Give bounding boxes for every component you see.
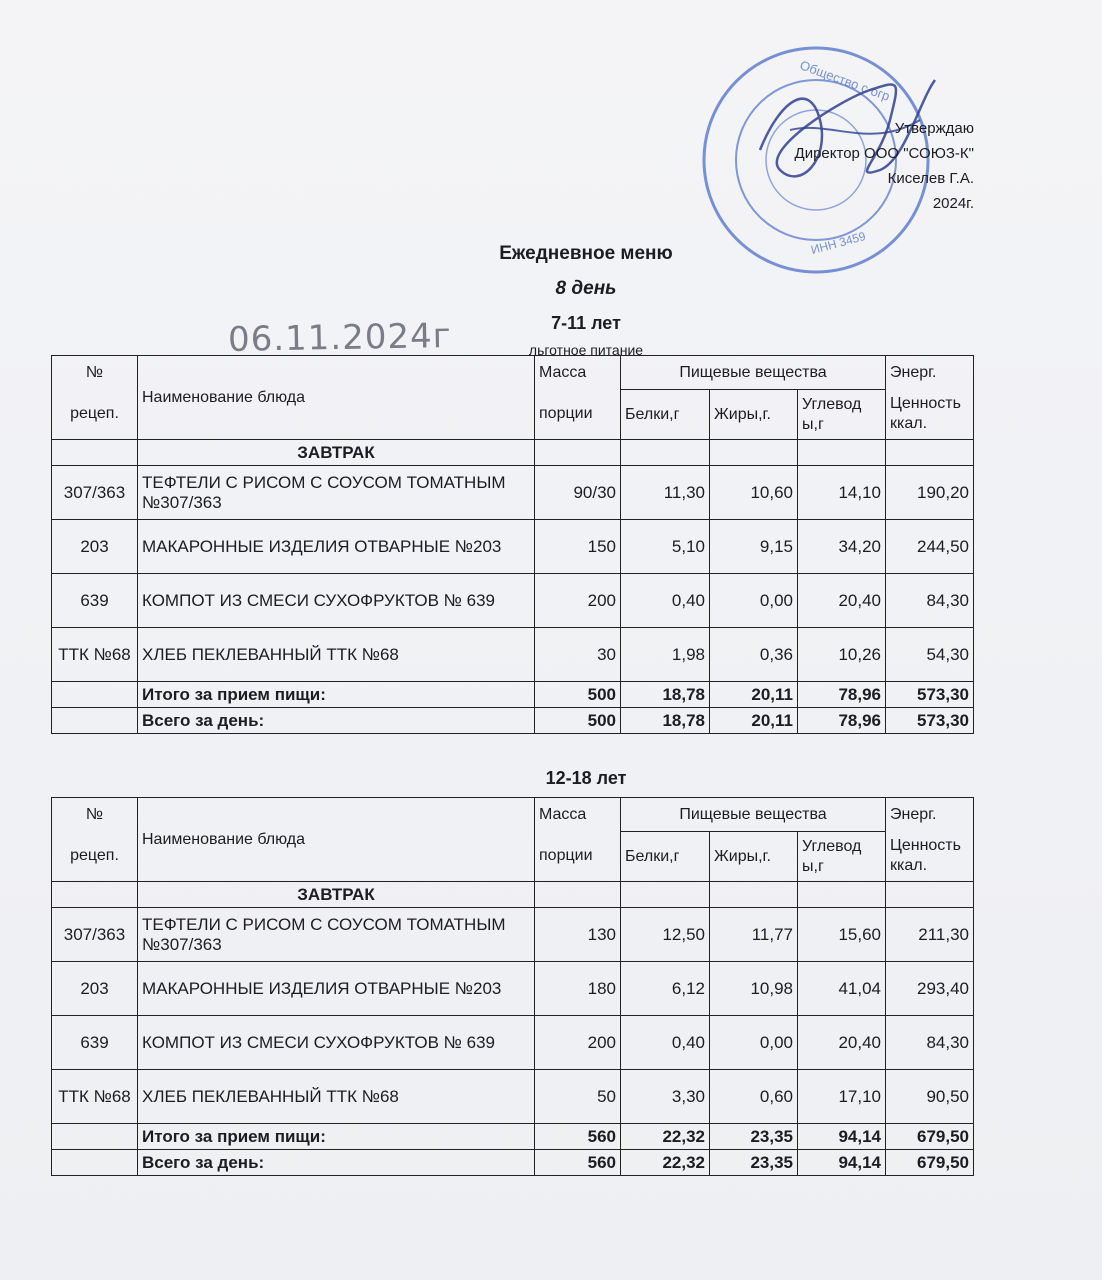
row-protein: 5,10 bbox=[621, 520, 710, 574]
day-total-row bbox=[52, 708, 974, 734]
row-carbs: 20,40 bbox=[798, 1016, 886, 1070]
row-code: 639 bbox=[52, 1016, 138, 1070]
row-name: МАКАРОННЫЕ ИЗДЕЛИЯ ОТВАРНЫЕ №203 bbox=[138, 520, 535, 574]
meal-total-energy: 679,50 bbox=[886, 1124, 974, 1150]
day-total-carbs: 94,14 bbox=[798, 1150, 886, 1176]
table-row bbox=[52, 1016, 974, 1070]
row-carbs: 10,26 bbox=[798, 628, 886, 682]
row-code: ТТК №68 bbox=[52, 1070, 138, 1124]
row-protein: 6,12 bbox=[621, 962, 710, 1016]
row-mass: 130 bbox=[535, 908, 621, 962]
row-mass: 200 bbox=[535, 574, 621, 628]
row-name: ТЕФТЕЛИ С РИСОМ С СОУСОМ ТОМАТНЫМ №307/363 bbox=[138, 908, 535, 962]
header-protein: Белки,г bbox=[621, 390, 710, 440]
header-carbs: Углевод ы,г bbox=[798, 832, 886, 882]
row-mass: 90/30 bbox=[535, 466, 621, 520]
row-code: 203 bbox=[52, 962, 138, 1016]
header-no: № bbox=[52, 356, 138, 390]
approval-block bbox=[795, 116, 974, 216]
meal-total-fat: 23,35 bbox=[710, 1124, 798, 1150]
meal-total-carbs: 94,14 bbox=[798, 1124, 886, 1150]
header-recipe: рецеп. bbox=[52, 390, 138, 440]
table-row bbox=[52, 574, 974, 628]
table-row bbox=[52, 1070, 974, 1124]
header-nutrients: Пищевые вещества bbox=[621, 356, 886, 390]
row-fat: 11,77 bbox=[710, 908, 798, 962]
day-total-protein: 18,78 bbox=[621, 708, 710, 734]
row-name: ХЛЕБ ПЕКЛЕВАННЫЙ ТТК №68 bbox=[138, 628, 535, 682]
table-row bbox=[52, 628, 974, 682]
row-energy: 293,40 bbox=[886, 962, 974, 1016]
row-carbs: 41,04 bbox=[798, 962, 886, 1016]
meal-title: ЗАВТРАК bbox=[138, 440, 535, 466]
meal-total-protein: 22,32 bbox=[621, 1124, 710, 1150]
meal-total-row bbox=[52, 1124, 974, 1150]
meal-total-row bbox=[52, 682, 974, 708]
row-protein: 11,30 bbox=[621, 466, 710, 520]
day-label: 8 день bbox=[555, 278, 617, 299]
day-total-protein: 22,32 bbox=[621, 1150, 710, 1176]
header-name: Наименование блюда bbox=[138, 798, 535, 882]
row-name: КОМПОТ ИЗ СМЕСИ СУХОФРУКТОВ № 639 bbox=[138, 1016, 535, 1070]
menu-table-1 bbox=[51, 355, 974, 734]
day-total-carbs: 78,96 bbox=[798, 708, 886, 734]
row-mass: 150 bbox=[535, 520, 621, 574]
svg-text:ИНН 3459: ИНН 3459 bbox=[809, 229, 868, 258]
table-row bbox=[52, 908, 974, 962]
row-protein: 0,40 bbox=[621, 1016, 710, 1070]
row-code: 203 bbox=[52, 520, 138, 574]
header-protein: Белки,г bbox=[621, 832, 710, 882]
age-group-2: 12-18 лет bbox=[545, 768, 627, 788]
header-no: № bbox=[52, 798, 138, 832]
row-code: 639 bbox=[52, 574, 138, 628]
row-energy: 84,30 bbox=[886, 1016, 974, 1070]
header-name: Наименование блюда bbox=[138, 356, 535, 440]
meal-total-label: Итого за прием пищи: bbox=[138, 682, 535, 708]
header-fat: Жиры,г. bbox=[710, 832, 798, 882]
table-row bbox=[52, 466, 974, 520]
row-name: МАКАРОННЫЕ ИЗДЕЛИЯ ОТВАРНЫЕ №203 bbox=[138, 962, 535, 1016]
day-total-label: Всего за день: bbox=[138, 1150, 535, 1176]
day-total-energy: 679,50 bbox=[886, 1150, 974, 1176]
menu-table-2 bbox=[51, 797, 974, 1176]
meal-title: ЗАВТРАК bbox=[138, 882, 535, 908]
meal-total-mass: 500 bbox=[535, 682, 621, 708]
approval-name: Киселев Г.А. bbox=[887, 170, 974, 187]
row-fat: 9,15 bbox=[710, 520, 798, 574]
row-fat: 0,00 bbox=[710, 574, 798, 628]
day-total-mass: 500 bbox=[535, 708, 621, 734]
header-recipe: рецеп. bbox=[52, 832, 138, 882]
table-row bbox=[52, 962, 974, 1016]
row-fat: 10,60 bbox=[710, 466, 798, 520]
row-mass: 200 bbox=[535, 1016, 621, 1070]
row-protein: 12,50 bbox=[621, 908, 710, 962]
day-total-fat: 23,35 bbox=[710, 1150, 798, 1176]
row-mass: 30 bbox=[535, 628, 621, 682]
day-total-label: Всего за день: bbox=[138, 708, 535, 734]
row-carbs: 20,40 bbox=[798, 574, 886, 628]
row-name: ТЕФТЕЛИ С РИСОМ С СОУСОМ ТОМАТНЫМ №307/363 bbox=[138, 466, 535, 520]
handwritten-date: 06.11.2024г bbox=[227, 316, 452, 360]
row-fat: 10,98 bbox=[710, 962, 798, 1016]
row-protein: 3,30 bbox=[621, 1070, 710, 1124]
row-code: 307/363 bbox=[52, 908, 138, 962]
header-energy-value: Ценность ккал. bbox=[886, 832, 974, 882]
header-portion: порции bbox=[535, 832, 621, 882]
approval-position: Директор ООО "СОЮЗ-К" bbox=[794, 145, 974, 162]
row-fat: 0,00 bbox=[710, 1016, 798, 1070]
row-energy: 211,30 bbox=[886, 908, 974, 962]
header-fat: Жиры,г. bbox=[710, 390, 798, 440]
approval-year: 2024г. bbox=[932, 195, 974, 212]
age-group-1: 7-11 лет bbox=[551, 313, 621, 333]
header-energy: Энерг. bbox=[886, 798, 974, 832]
header-mass: Масса bbox=[535, 798, 621, 832]
header-portion: порции bbox=[535, 390, 621, 440]
row-protein: 0,40 bbox=[621, 574, 710, 628]
row-name: ХЛЕБ ПЕКЛЕВАННЫЙ ТТК №68 bbox=[138, 1070, 535, 1124]
day-total-mass: 560 bbox=[535, 1150, 621, 1176]
row-fat: 0,60 bbox=[710, 1070, 798, 1124]
row-carbs: 15,60 bbox=[798, 908, 886, 962]
header-mass: Масса bbox=[535, 356, 621, 390]
row-energy: 54,30 bbox=[886, 628, 974, 682]
row-carbs: 14,10 bbox=[798, 466, 886, 520]
row-energy: 84,30 bbox=[886, 574, 974, 628]
day-total-energy: 573,30 bbox=[886, 708, 974, 734]
row-protein: 1,98 bbox=[621, 628, 710, 682]
header-energy: Энерг. bbox=[886, 356, 974, 390]
meal-total-carbs: 78,96 bbox=[798, 682, 886, 708]
page-title: Ежедневное меню bbox=[499, 243, 673, 264]
svg-text:Общество с огр: Общество с огр bbox=[797, 57, 892, 104]
row-mass: 180 bbox=[535, 962, 621, 1016]
day-total-row bbox=[52, 1150, 974, 1176]
approval-approve: Утверждаю bbox=[894, 120, 974, 137]
subtitle: льготное питание bbox=[528, 342, 644, 358]
row-energy: 244,50 bbox=[886, 520, 974, 574]
row-carbs: 17,10 bbox=[798, 1070, 886, 1124]
meal-total-fat: 20,11 bbox=[710, 682, 798, 708]
day-total-fat: 20,11 bbox=[710, 708, 798, 734]
meal-total-mass: 560 bbox=[535, 1124, 621, 1150]
meal-total-protein: 18,78 bbox=[621, 682, 710, 708]
table-row bbox=[52, 520, 974, 574]
header-carbs: Углевод ы,г bbox=[798, 390, 886, 440]
row-carbs: 34,20 bbox=[798, 520, 886, 574]
row-code: ТТК №68 bbox=[52, 628, 138, 682]
row-fat: 0,36 bbox=[710, 628, 798, 682]
row-code: 307/363 bbox=[52, 466, 138, 520]
header-energy-value: Ценность ккал. bbox=[886, 390, 974, 440]
row-mass: 50 bbox=[535, 1070, 621, 1124]
row-energy: 190,20 bbox=[886, 466, 974, 520]
row-energy: 90,50 bbox=[886, 1070, 974, 1124]
row-name: КОМПОТ ИЗ СМЕСИ СУХОФРУКТОВ № 639 bbox=[138, 574, 535, 628]
header-nutrients: Пищевые вещества bbox=[621, 798, 886, 832]
meal-total-label: Итого за прием пищи: bbox=[138, 1124, 535, 1150]
meal-total-energy: 573,30 bbox=[886, 682, 974, 708]
